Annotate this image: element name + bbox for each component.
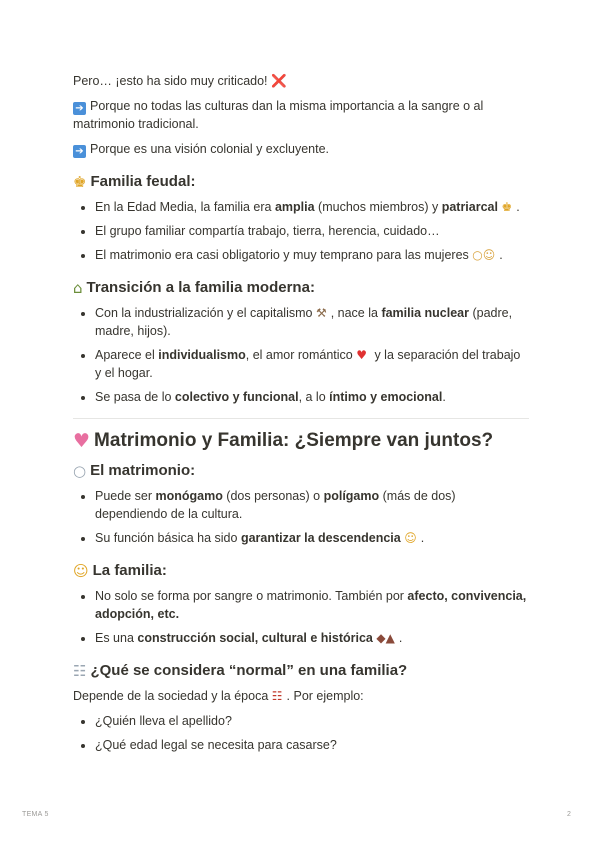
intro-line-1: Pero… ¡esto ha sido muy criticado! ❌ (73, 74, 287, 88)
king-icon: ♚ (501, 200, 513, 214)
heading-matrimonio-familia: ♥ Matrimonio y Familia: ¿Siempre van juntos? (73, 430, 494, 452)
list-item: • Aparece el individualismo, el amor romántico ♥ y la separación del trabajo y el hogar. (95, 346, 529, 382)
normal-list (73, 712, 529, 754)
transicion-list (73, 304, 529, 406)
page-number: 2 (567, 811, 571, 818)
list-item: • El grupo familiar compartía trabajo, tierra, herencia, cuidado… (95, 222, 529, 240)
list-item: • ¿Quién lleva el apellido? (95, 712, 529, 730)
familia-list (73, 587, 529, 647)
heading-el-matrimonio: ○ El matrimonio: (73, 462, 196, 480)
list-item: • Puede ser monógamo (dos personas) o polígamo (más de dos) dependiendo de la cultura. (95, 487, 529, 523)
heading-normal: ☷ ¿Qué se considera “normal” en una familia? (73, 662, 408, 680)
couple-heart-icon: ♥ (73, 430, 91, 452)
list-item: • ¿Qué edad legal se necesita para casarse? (95, 736, 529, 754)
document-icon: ☷ (73, 662, 87, 680)
arrow-right-icon: ➔ (73, 102, 86, 115)
arrow-right-icon: ➔ (73, 145, 86, 158)
heading-transicion: ⌂ Transición a la familia moderna: (73, 279, 315, 297)
list-item: • Su función básica ha sido garantizar la descendencia ☺ . (95, 529, 529, 547)
ring-icon: ○ (73, 462, 87, 480)
king-icon: ♚ (73, 173, 87, 191)
cross-icon: ❌ (271, 74, 287, 88)
intro-line-3: ➔ Porque es una visión colonial y excluyente. (73, 140, 529, 158)
list-item: • No solo se forma por sangre o matrimonio. También por afecto, convivencia, adopción, etc. (95, 587, 529, 623)
heading-familia-feudal: ♚ Familia feudal: (73, 173, 196, 191)
document-page (73, 72, 529, 760)
list-item: • El matrimonio era casi obligatorio y muy temprano para las mujeres ○☺ . (95, 246, 529, 264)
ring-bride-icon: ○☺ (472, 248, 496, 262)
footer-topic: TEMA 5 (22, 811, 49, 818)
list-item: • Con la industrialización y el capitalismo ⚒ , nace la familia nuclear (padre, madre, hijos). (95, 304, 529, 340)
calendar-icon: ☷ (271, 689, 283, 703)
matrimonio-list (73, 487, 529, 547)
baby-icon: ☺ (404, 531, 417, 545)
history-icon: ◆▲ (376, 631, 395, 645)
list-item: • En la Edad Media, la familia era amplia (muchos miembros) y patriarcal ♚ . (95, 198, 529, 216)
list-item: • Es una construcción social, cultural e histórica ◆▲ . (95, 629, 529, 647)
section-divider (73, 418, 529, 419)
house-icon: ⌂ (73, 279, 83, 297)
family-icon: ☺ (73, 562, 89, 580)
factory-icon: ⚒ (315, 306, 327, 320)
normal-intro: Depende de la sociedad y la época ☷ . Por ejemplo: (73, 689, 364, 703)
list-item: • Se pasa de lo colectivo y funcional, a lo íntimo y emocional. (95, 388, 529, 406)
intro-line-2: ➔ Porque no todas las culturas dan la misma importancia a la sangre o al matrimonio tradicional. (73, 99, 484, 131)
heart-icon: ♥ (356, 348, 367, 362)
heading-la-familia: ☺ La familia: (73, 562, 167, 580)
feudal-list (73, 198, 529, 264)
